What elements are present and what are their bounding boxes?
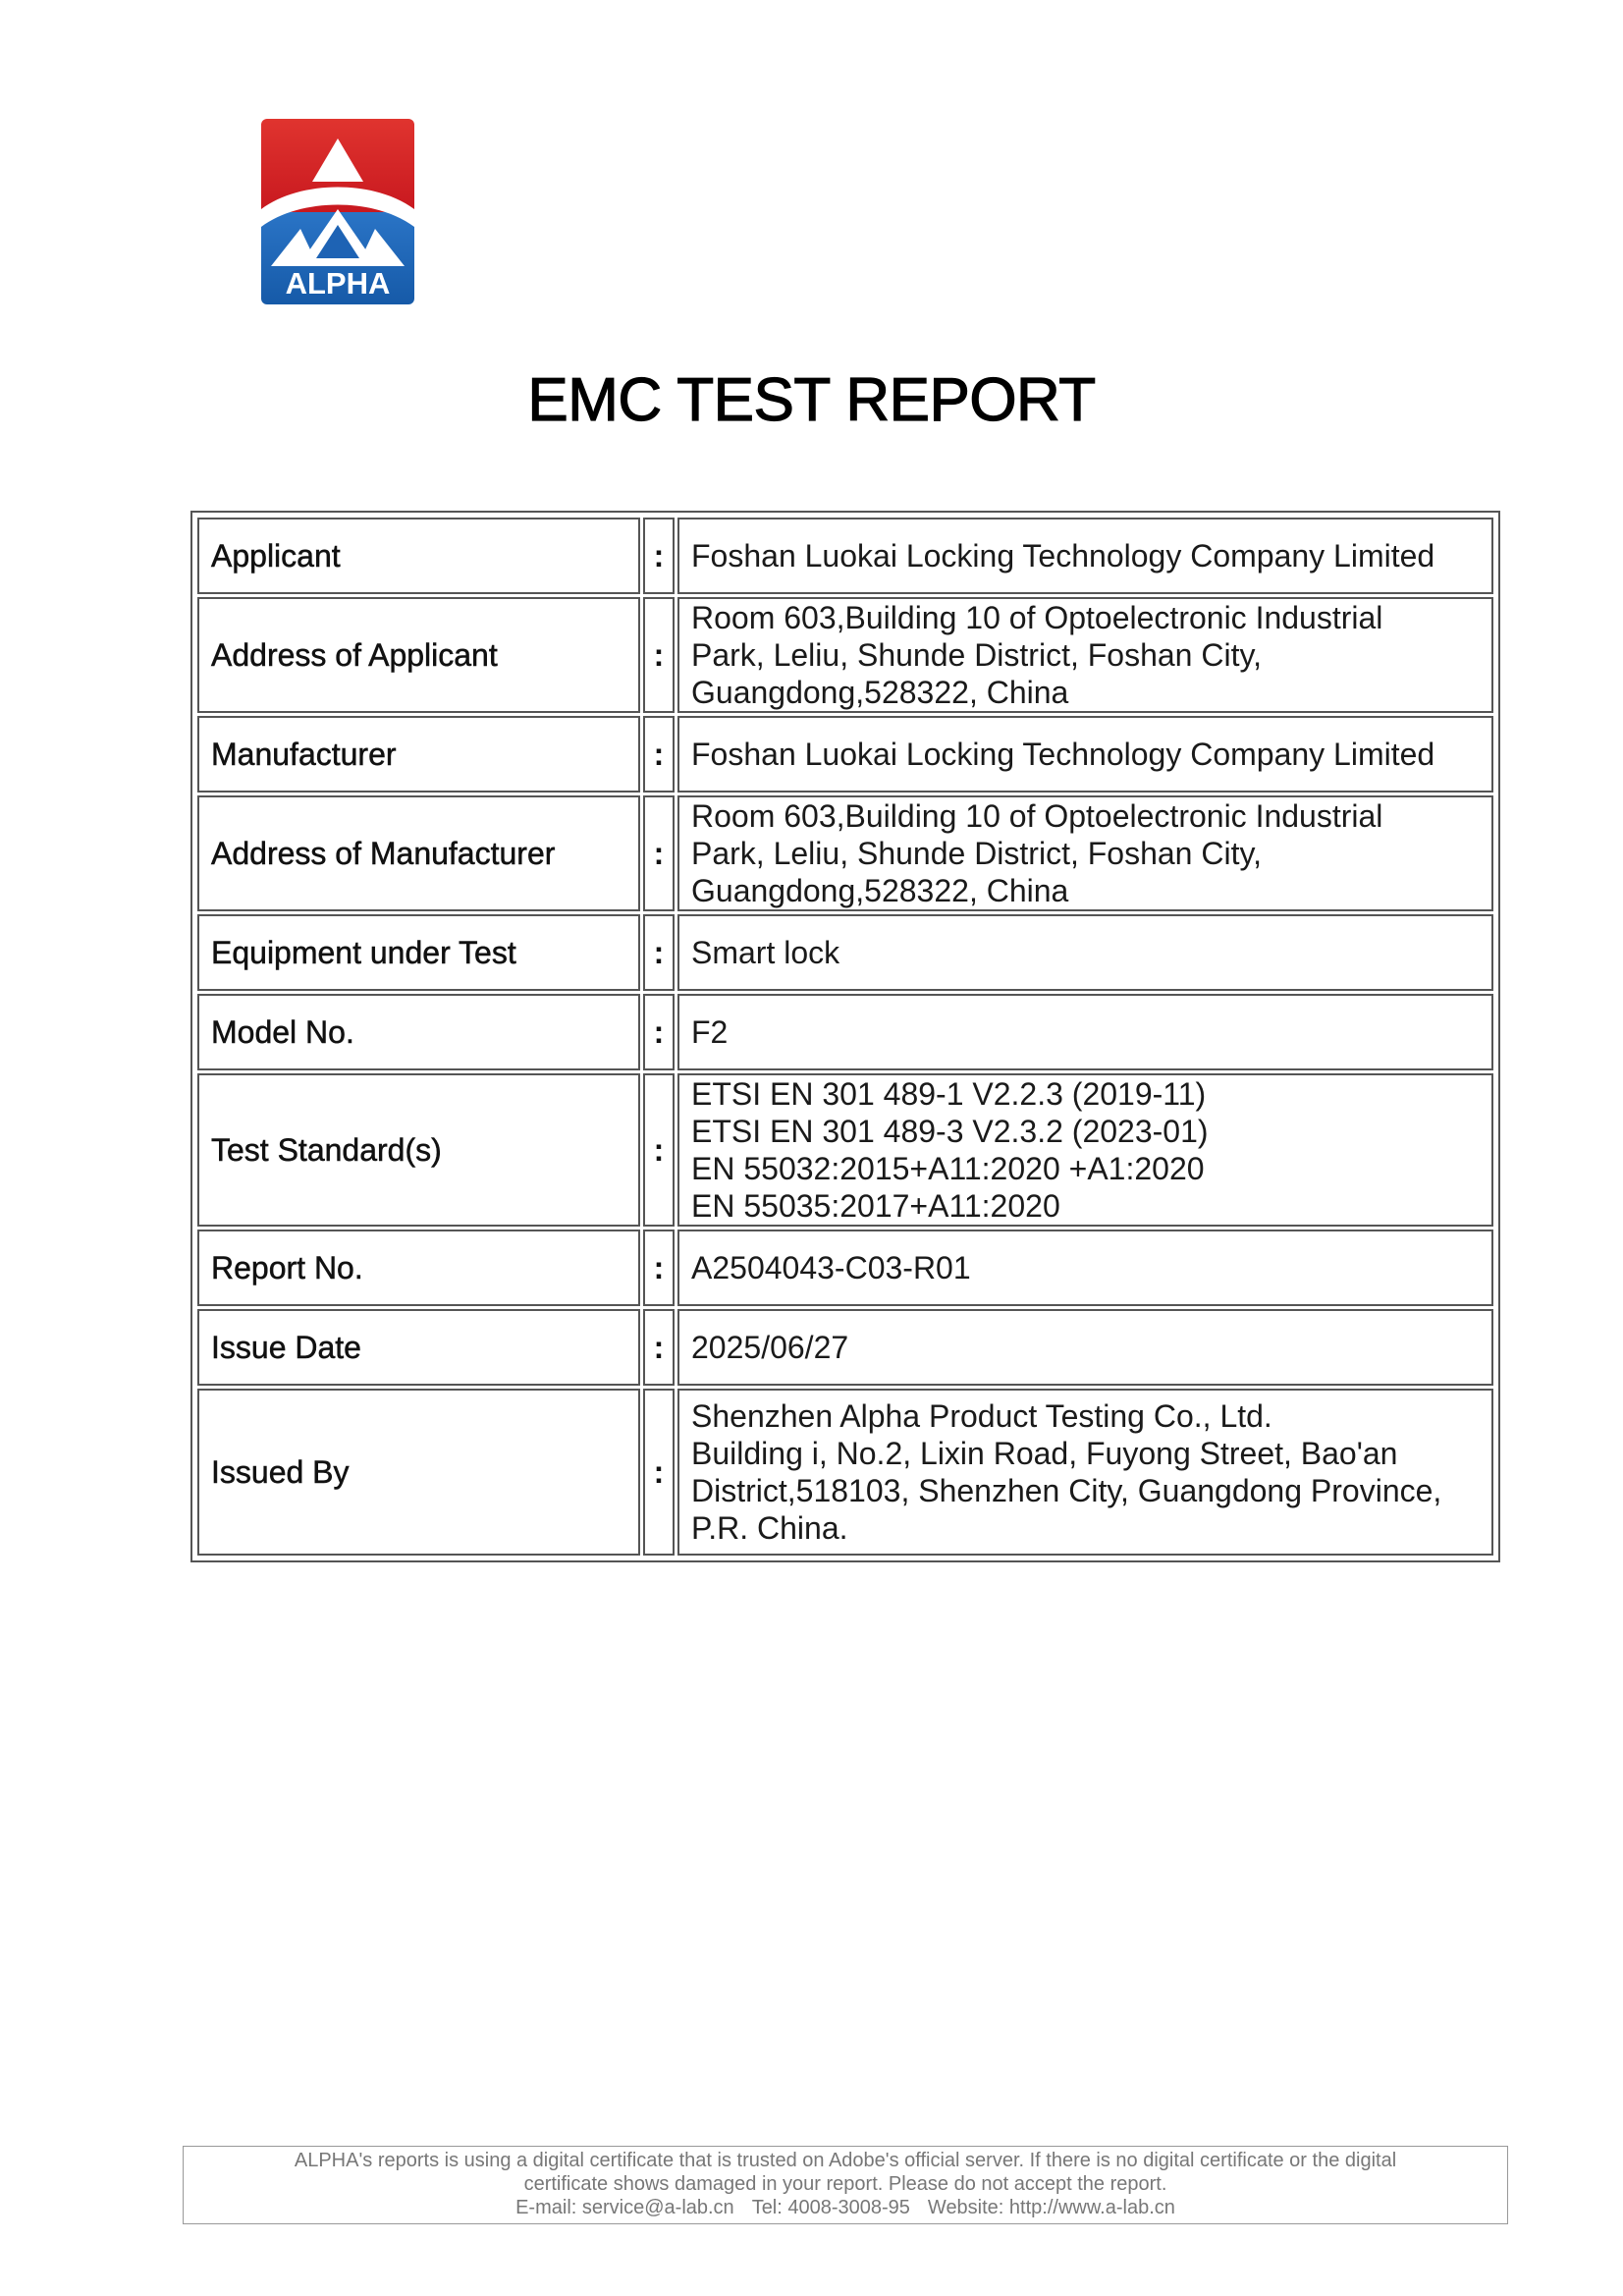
row-label: Address of Applicant	[197, 597, 640, 713]
row-colon: :	[643, 716, 675, 793]
row-value: Foshan Luokai Locking Technology Company Limited	[677, 716, 1493, 793]
table-row-address-of-manufacturer	[197, 795, 1493, 911]
table-row-manufacturer	[197, 716, 1493, 793]
footer-line-2: certificate shows damaged in your report. Please do not accept the report.	[523, 2173, 1167, 2195]
row-value: Room 603,Building 10 of Optoelectronic Industrial Park, Leliu, Shunde District, Foshan City, Guangdong,528322, China	[677, 597, 1493, 713]
row-value: Smart lock	[677, 914, 1493, 991]
table-row-test-standards	[197, 1073, 1493, 1227]
row-colon: :	[643, 1073, 675, 1227]
row-value: Room 603,Building 10 of Optoelectronic Industrial Park, Leliu, Shunde District, Foshan City, Guangdong,528322, China	[677, 795, 1493, 911]
row-label: Model No.	[197, 994, 640, 1070]
row-value: Foshan Luokai Locking Technology Company Limited	[677, 518, 1493, 594]
logo-text: ALPHA	[285, 266, 391, 301]
table-row-report-no	[197, 1230, 1493, 1306]
alpha-logo	[261, 119, 414, 304]
footer-notice	[183, 2146, 1508, 2224]
row-value: 2025/06/27	[677, 1309, 1493, 1386]
row-colon: :	[643, 1389, 675, 1556]
row-label: Test Standard(s)	[197, 1073, 640, 1227]
row-label: Applicant	[197, 518, 640, 594]
row-colon: :	[643, 795, 675, 911]
footer-contact	[184, 2196, 1507, 2219]
row-label: Issued By	[197, 1389, 640, 1556]
row-colon: :	[643, 914, 675, 991]
row-value: A2504043-C03-R01	[677, 1230, 1493, 1306]
table-row-model-no	[197, 994, 1493, 1070]
report-info-table	[190, 511, 1500, 1562]
row-colon: :	[643, 994, 675, 1070]
row-colon: :	[643, 1230, 675, 1306]
table-row-equipment-under-test	[197, 914, 1493, 991]
footer-website: Website: http://www.a-lab.cn	[927, 2197, 1175, 2218]
table-row-issued-by	[197, 1389, 1493, 1556]
row-label: Report No.	[197, 1230, 640, 1306]
row-colon: :	[643, 518, 675, 594]
row-value: ETSI EN 301 489-1 V2.2.3 (2019-11) ETSI EN 301 489-3 V2.3.2 (2023-01) EN 55032:2015+A11:2020 +A1:2020 EN 55035:2017+A11:2020	[677, 1073, 1493, 1227]
footer-line-1: ALPHA's reports is using a digital certificate that is trusted on Adobe's official server. If there is no digital certificate or the digital	[294, 2150, 1397, 2171]
row-label: Issue Date	[197, 1309, 640, 1386]
row-value: Shenzhen Alpha Product Testing Co., Ltd. Building i, No.2, Lixin Road, Fuyong Street, Bao'an District,518103, Shenzhen City, Guangdong Province, P.R. China.	[677, 1389, 1493, 1556]
footer-tel: Tel: 4008-3008-95	[751, 2197, 910, 2218]
row-colon: :	[643, 1309, 675, 1386]
footer-email: E-mail: service@a-lab.cn	[515, 2197, 734, 2218]
table-row-address-of-applicant	[197, 597, 1493, 713]
row-label: Equipment under Test	[197, 914, 640, 991]
alpha-logo-icon	[261, 119, 414, 304]
row-colon: :	[643, 597, 675, 713]
row-label: Address of Manufacturer	[197, 795, 640, 911]
row-label: Manufacturer	[197, 716, 640, 793]
table-row-issue-date	[197, 1309, 1493, 1386]
table-row-applicant	[197, 518, 1493, 594]
row-value: F2	[677, 994, 1493, 1070]
page-title: EMC TEST REPORT	[527, 366, 1096, 434]
